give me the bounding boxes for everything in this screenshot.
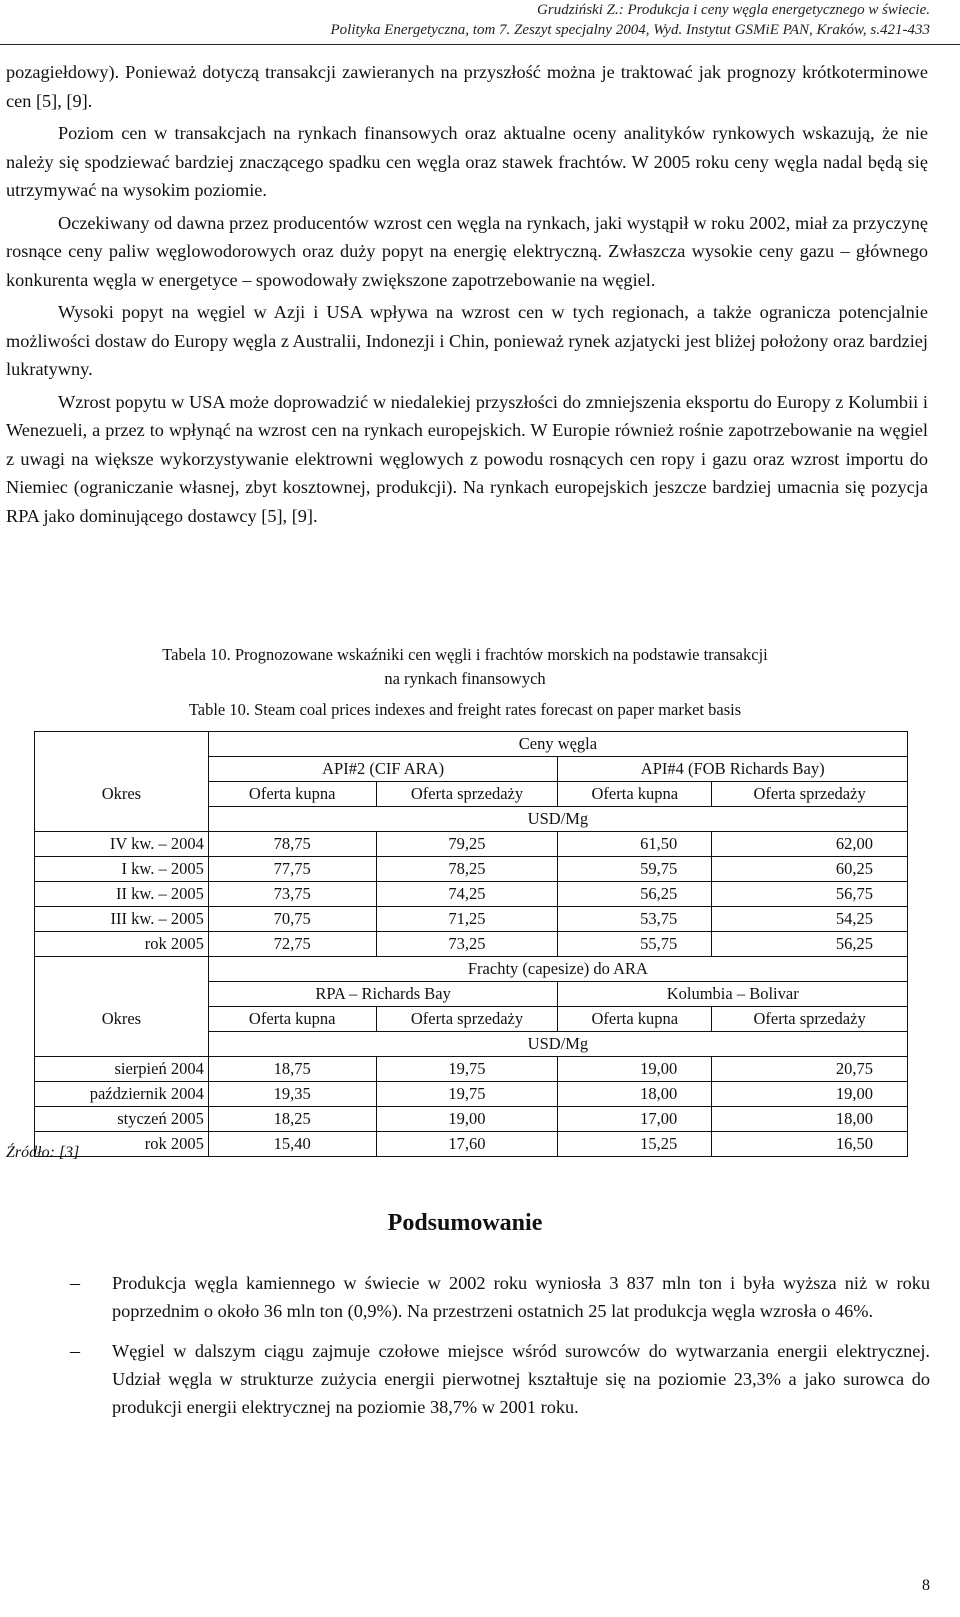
value-cell: 79,25 xyxy=(376,832,558,857)
value-cell: 15,25 xyxy=(558,1132,712,1157)
value-cell: 19,00 xyxy=(712,1082,908,1107)
running-header xyxy=(330,0,930,40)
value-cell: 56,75 xyxy=(712,882,908,907)
table-caption-pl-line-2: na rynkach finansowych xyxy=(384,669,546,688)
table-caption-pl-line-1: Tabela 10. Prognozowane wskaźniki cen węgli i frachtów morskich na podstawie transakcji xyxy=(162,645,768,664)
group-header-cell: RPA – Richards Bay xyxy=(208,982,558,1007)
table-row xyxy=(35,757,908,782)
value-cell: 19,75 xyxy=(376,1057,558,1082)
value-cell: 73,75 xyxy=(208,882,376,907)
sell-header-cell: Oferta sprzedaży xyxy=(712,782,908,807)
body-text xyxy=(6,58,928,534)
value-cell: 19,00 xyxy=(558,1057,712,1082)
table-caption-pl xyxy=(0,643,930,691)
group-header-cell: Kolumbia – Bolivar xyxy=(558,982,908,1007)
row-label-cell: sierpień 2004 xyxy=(35,1057,209,1082)
table-row xyxy=(35,732,908,757)
paragraph: Oczekiwany od dawna przez producentów wzrost cen węgla na rynkach, jaki wystąpił w roku 2002, miał za przyczynę rosnące ceny paliw węglowodorowych oraz duży popyt na energię elektryczną. Zwłaszcza wysokie ceny gazu – głównego konkurenta węgla w energetyce – spowodowały zwiększone zapotrzebowanie na węgiel. xyxy=(6,212,928,290)
sell-header-cell: Oferta sprzedaży xyxy=(376,1007,558,1032)
unit-cell: USD/Mg xyxy=(208,807,907,832)
value-cell: 77,75 xyxy=(208,857,376,882)
table-row xyxy=(35,1132,908,1157)
okres-cell xyxy=(35,982,209,1007)
okres-cell xyxy=(35,757,209,782)
buy-header-cell: Oferta kupna xyxy=(208,782,376,807)
value-cell: 18,00 xyxy=(558,1082,712,1107)
list-item xyxy=(0,1337,930,1421)
table-row xyxy=(35,1107,908,1132)
page-number: 8 xyxy=(922,1577,930,1594)
table-row xyxy=(35,782,908,807)
table-row xyxy=(35,932,908,957)
buy-header-cell: Oferta kupna xyxy=(208,1007,376,1032)
value-cell: 19,35 xyxy=(208,1082,376,1107)
row-label-cell: III kw. – 2005 xyxy=(35,907,209,932)
table-source: Źródło: [3] xyxy=(6,1144,80,1161)
table-row xyxy=(35,882,908,907)
value-cell: 19,00 xyxy=(376,1107,558,1132)
value-cell: 61,50 xyxy=(558,832,712,857)
value-cell: 59,75 xyxy=(558,857,712,882)
value-cell: 17,60 xyxy=(376,1132,558,1157)
table-row xyxy=(35,982,908,1007)
row-label-cell: rok 2005 xyxy=(35,1132,209,1157)
value-cell: 78,75 xyxy=(208,832,376,857)
table-row xyxy=(35,957,908,982)
row-label-cell: styczeń 2005 xyxy=(35,1107,209,1132)
forecast-table xyxy=(34,731,908,1157)
value-cell: 15,40 xyxy=(208,1132,376,1157)
value-cell: 73,25 xyxy=(376,932,558,957)
value-cell: 18,75 xyxy=(208,1057,376,1082)
value-cell: 62,00 xyxy=(712,832,908,857)
buy-header-cell: Oferta kupna xyxy=(558,1007,712,1032)
value-cell: 53,75 xyxy=(558,907,712,932)
table-row xyxy=(35,1057,908,1082)
value-cell: 54,25 xyxy=(712,907,908,932)
row-label-cell: październik 2004 xyxy=(35,1082,209,1107)
row-label-cell: I kw. – 2005 xyxy=(35,857,209,882)
buy-header-cell: Oferta kupna xyxy=(558,782,712,807)
group-header-cell: API#4 (FOB Richards Bay) xyxy=(558,757,908,782)
table-row xyxy=(35,907,908,932)
row-label-cell: rok 2005 xyxy=(35,932,209,957)
value-cell: 74,25 xyxy=(376,882,558,907)
paragraph: Poziom cen w transakcjach na rynkach finansowych oraz aktualne oceny analityków rynkowych wskazują, że nie należy się spodziewać bardziej znaczącego spadku cen węgla oraz stawek frachtów. W 2005 roku ceny węgla nadal będą się utrzymywać na wysokim poziomie. xyxy=(6,123,928,200)
okres-cell xyxy=(35,807,209,832)
value-cell: 18,00 xyxy=(712,1107,908,1132)
table-row xyxy=(35,1082,908,1107)
table-row xyxy=(35,832,908,857)
value-cell: 20,75 xyxy=(712,1057,908,1082)
dash-bullet-icon: – xyxy=(70,1340,80,1362)
value-cell: 71,25 xyxy=(376,907,558,932)
summary-heading: Podsumowanie xyxy=(387,1210,543,1236)
section-title-cell: Ceny węgla xyxy=(208,732,907,757)
row-label-cell: II kw. – 2005 xyxy=(35,882,209,907)
table-caption-en: Table 10. Steam coal prices indexes and freight rates forecast on paper market basis xyxy=(188,700,742,719)
row-label-cell: IV kw. – 2004 xyxy=(35,832,209,857)
table-row xyxy=(35,857,908,882)
okres-label-cell: Okres xyxy=(35,782,209,807)
list-item xyxy=(0,1269,930,1325)
value-cell: 72,75 xyxy=(208,932,376,957)
table-row xyxy=(35,807,908,832)
okres-cell xyxy=(35,1032,209,1057)
summary-list xyxy=(0,1269,930,1433)
header-line-2: Polityka Energetyczna, tom 7. Zeszyt specjalny 2004, Wyd. Instytut GSMiE PAN, Kraków, s.421-433 xyxy=(330,22,930,38)
value-cell: 60,25 xyxy=(712,857,908,882)
table-row xyxy=(35,1032,908,1057)
group-header-cell: API#2 (CIF ARA) xyxy=(208,757,558,782)
value-cell: 70,75 xyxy=(208,907,376,932)
list-item-text: Produkcja węgla kamiennego w świecie w 2002 roku wyniosła 3 837 mln ton i była wyższa niż w roku poprzednim o około 36 mln ton (0,9%). Na przestrzeni ostatnich 25 lat produkcja węgla wzrosła o 46%. xyxy=(112,1273,930,1321)
value-cell: 56,25 xyxy=(558,882,712,907)
value-cell: 78,25 xyxy=(376,857,558,882)
table-row xyxy=(35,1007,908,1032)
unit-cell: USD/Mg xyxy=(208,1032,907,1057)
okres-cell xyxy=(35,732,209,757)
sell-header-cell: Oferta sprzedaży xyxy=(712,1007,908,1032)
header-rule xyxy=(0,44,960,45)
paragraph: Wzrost popytu w USA może doprowadzić w niedalekiej przyszłości do zmniejszenia eksportu do Europy z Kolumbii i Wenezueli, a przez to wpłynąć na wzrost cen na rynkach europejskich. W Europie również rośnie zapotrzebowanie na węgiel z uwagi na większe wykorzystywanie elektrowni węglowych z powodu rosnących cen ropy i gazu oraz wzrost importu do Niemiec (ograniczanie własnej, zbyt kosztownej, produkcji). Na rynkach europejskich jeszcze bardziej umacnia się pozycja RPA jako dominującego dostawcy [5], [9]. xyxy=(6,391,928,526)
okres-cell xyxy=(35,957,209,982)
value-cell: 56,25 xyxy=(712,932,908,957)
section-title-cell: Frachty (capesize) do ARA xyxy=(208,957,907,982)
list-item-text: Węgiel w dalszym ciągu zajmuje czołowe miejsce wśród surowców do wytwarzania energii elektrycznej. Udział węgla w strukturze zużycia energii pierwotnej kształtuje się na poziomie 23,3% a jako surowca do produkcji energii elektrycznej na poziomie 38,7% w 2001 roku. xyxy=(112,1341,930,1417)
value-cell: 16,50 xyxy=(712,1132,908,1157)
okres-label-cell: Okres xyxy=(35,1007,209,1032)
paragraph: pozagiełdowy). Ponieważ dotyczą transakcji zawieranych na przyszłość można je traktować jak prognozy krótkoterminowe cen [5], [9]. xyxy=(6,62,928,111)
header-line-1: Grudziński Z.: Produkcja i ceny węgla energetycznego w świecie. xyxy=(537,2,930,18)
value-cell: 55,75 xyxy=(558,932,712,957)
value-cell: 17,00 xyxy=(558,1107,712,1132)
value-cell: 18,25 xyxy=(208,1107,376,1132)
sell-header-cell: Oferta sprzedaży xyxy=(376,782,558,807)
value-cell: 19,75 xyxy=(376,1082,558,1107)
dash-bullet-icon: – xyxy=(70,1272,80,1294)
paragraph: Wysoki popyt na węgiel w Azji i USA wpływa na wzrost cen w tych regionach, a także ogranicza potencjalnie możliwości dostaw do Europy węgla z Australii, Indonezji i Chin, ponieważ rynek azjatycki jest bliżej położony oraz bardziej lukratywny. xyxy=(6,302,928,379)
